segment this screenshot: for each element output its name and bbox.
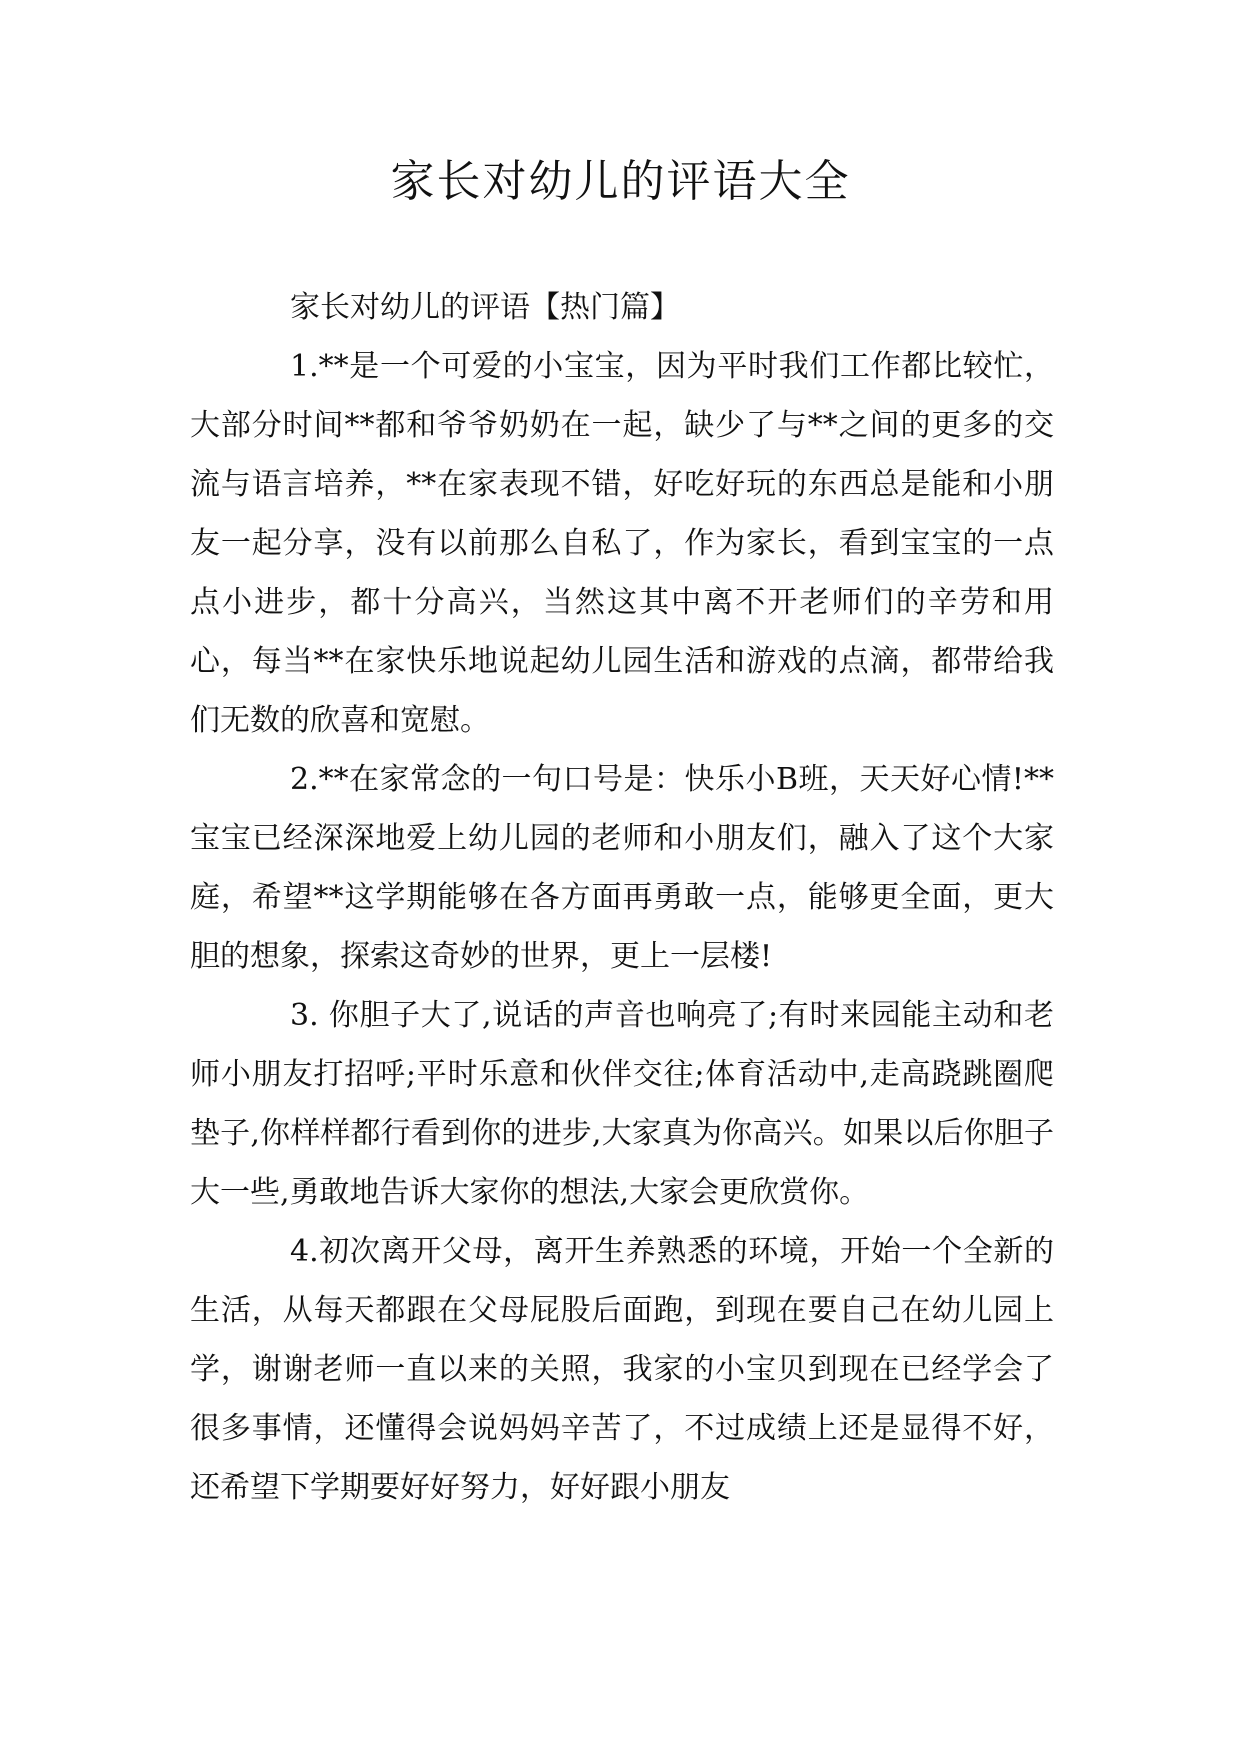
paragraph-4: 4.初次离开父母，离开生养熟悉的环境，开始一个全新的生活，从每天都跟在父母屁股后面跑，到现在要自己在幼儿园上学，谢谢老师一直以来的关照，我家的小宝贝到现在已经学会了很多事情，还懂得会说妈妈辛苦了，不过成绩上还是显得不好，还希望下学期要好好努力，好好跟小朋友 [190,1234,1054,1505]
paragraph-2: 2.**在家常念的一句口号是：快乐小B班，天天好心情!**宝宝已经深深地爱上幼儿园的老师和小朋友们，融入了这个大家庭，希望**这学期能够在各方面再勇敢一点，能够更全面，更大胆的想象，探索这奇妙的世界，更上一层楼! [190,762,1054,974]
document-title: 家长对幼儿的评语大全 [390,156,851,207]
document-body [190,278,1054,1517]
section-heading: 家长对幼儿的评语【热门篇】 [290,290,680,325]
paragraph-3: 3. 你胆子大了,说话的声音也响亮了;有时来园能主动和老师小朋友打招呼;平时乐意和伙伴交往;体育活动中,走高跷跳圈爬垫子,你样样都行看到你的进步,大家真为你高兴。如果以后你胆子大一些,勇敢地告诉大家你的想法,大家会更欣赏你。 [190,998,1054,1210]
paragraph-1: 1.**是一个可爱的小宝宝，因为平时我们工作都比较忙，大部分时间**都和爷爷奶奶在一起，缺少了与**之间的更多的交流与语言培养，**在家表现不错，好吃好玩的东西总是能和小朋友一起分享，没有以前那么自私了，作为家长，看到宝宝的一点点小进步，都十分高兴，当然这其中离不开老师们的辛劳和用心，每当**在家快乐地说起幼儿园生活和游戏的点滴，都带给我们无数的欣喜和宽慰。 [190,349,1054,738]
